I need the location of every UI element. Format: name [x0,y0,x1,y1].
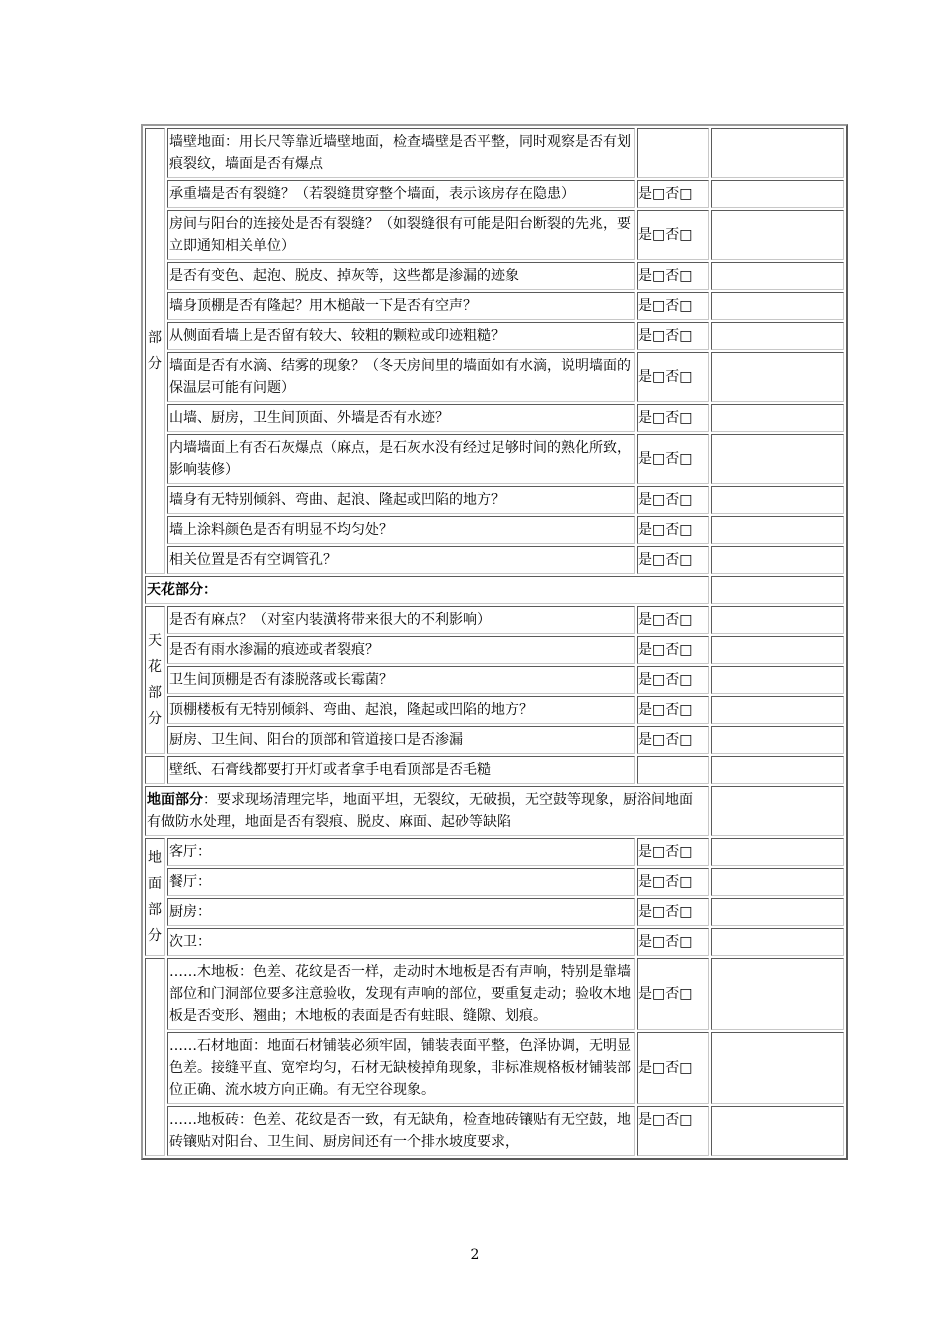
yes-no-cell[interactable] [637,128,709,178]
question-cell: 卫生间顶棚是否有漆脱落或长霉菌？ [167,666,635,694]
question-cell: 墙上涂料颜色是否有明显不均匀处？ [167,516,635,544]
table-row [145,868,844,896]
section-header-floor: 地面部分：要求现场清理完毕，地面平坦，无裂纹，无破损，无空鼓等现象，厨浴间地面有做防水处理，地面是否有裂痕、脱皮、麻面、起砂等缺陷 [145,786,709,836]
yes-no-checkbox[interactable]: 是□否□ [637,486,709,514]
remark-cell[interactable] [711,696,844,724]
remark-cell[interactable] [711,292,844,320]
table-row [145,756,844,784]
question-cell: 顶棚楼板有无特别倾斜、弯曲、起浪，隆起或凹陷的地方？ [167,696,635,724]
remark-cell[interactable] [711,636,844,664]
question-cell: 厨房、卫生间、阳台的顶部和管道接口是否渗漏 [167,726,635,754]
table-row [145,546,844,574]
table-row [145,322,844,350]
yes-no-checkbox[interactable]: 是□否□ [637,292,709,320]
table-row [145,696,844,724]
question-cell: 房间与阳台的连接处是否有裂缝？（如裂缝很有可能是阳台断裂的先兆，要立即通知相关单位） [167,210,635,260]
question-cell: 壁纸、石膏线都要打开灯或者拿手电看顶部是否毛糙 [167,756,635,784]
remark-cell[interactable] [711,1106,844,1156]
yes-no-checkbox[interactable]: 是□否□ [637,404,709,432]
question-cell: ……地板砖：色差、花纹是否一致，有无缺角，检查地砖镶贴有无空鼓，地砖镶贴对阳台、卫生间、厨房间还有一个排水坡度要求， [167,1106,635,1156]
remark-cell[interactable] [711,726,844,754]
remark-cell[interactable] [711,322,844,350]
question-cell: 内墙墙面上有否石灰爆点（麻点，是石灰水没有经过足够时间的熟化所致，影响装修） [167,434,635,484]
yes-no-checkbox[interactable]: 是□否□ [637,180,709,208]
remark-cell[interactable] [711,210,844,260]
yes-no-checkbox[interactable]: 是□否□ [637,868,709,896]
yes-no-checkbox[interactable]: 是□否□ [637,516,709,544]
question-cell: 是否有雨水渗漏的痕迹或者裂痕？ [167,636,635,664]
table-row [145,636,844,664]
inspection-checklist [141,124,848,1160]
remark-cell[interactable] [711,262,844,290]
question-cell: ……石材地面：地面石材铺装必须牢固，铺装表面平整，色泽协调，无明显色差。接缝平直、宽窄均匀，石材无缺棱掉角现象，非标准规格板材铺装部位正确、流水坡方向正确。有无空谷现象。 [167,1032,635,1104]
table-row [145,210,844,260]
remark-cell[interactable] [711,516,844,544]
remark-cell[interactable] [711,756,844,784]
table-row [145,352,844,402]
table-row [145,958,844,1030]
yes-no-checkbox[interactable]: 是□否□ [637,726,709,754]
table-row [145,1106,844,1156]
remark-cell[interactable] [711,434,844,484]
table-row [145,576,844,604]
yes-no-cell[interactable] [637,756,709,784]
table-row [145,516,844,544]
yes-no-checkbox[interactable]: 是□否□ [637,210,709,260]
remark-cell[interactable] [711,128,844,178]
yes-no-checkbox[interactable]: 是□否□ [637,838,709,866]
question-cell: ……木地板：色差、花纹是否一样，走动时木地板是否有声响，特别是靠墙部位和门洞部位要多注意验收，发现有声响的部位，要重复走动；验收木地板是否变形、翘曲；木地板的表面是否有蛀眼、缝隙、划痕。 [167,958,635,1030]
yes-no-checkbox[interactable]: 是□否□ [637,666,709,694]
remark-cell[interactable] [711,546,844,574]
floor-side-label: 地 面 部 分 [145,838,165,956]
remark-cell[interactable] [711,606,844,634]
table-row [145,404,844,432]
section-header-ceiling: 天花部分： [145,576,709,604]
yes-no-checkbox[interactable]: 是□否□ [637,1106,709,1156]
remark-cell[interactable] [711,958,844,1030]
remark-cell[interactable] [711,928,844,956]
question-cell: 墙身有无特别倾斜、弯曲、起浪、隆起或凹陷的地方？ [167,486,635,514]
yes-no-checkbox[interactable]: 是□否□ [637,546,709,574]
room-cell: 次卫： [167,928,635,956]
table-row [145,786,844,836]
question-cell: 墙壁地面：用长尺等靠近墙壁地面，检查墙壁是否平整，同时观察是否有划痕裂纹，墙面是否有爆点 [167,128,635,178]
table-row [145,434,844,484]
checklist-table [141,124,848,1160]
empty-side-cell [145,756,165,784]
table-row [145,180,844,208]
room-cell: 客厅： [167,838,635,866]
table-row [145,726,844,754]
yes-no-checkbox[interactable]: 是□否□ [637,322,709,350]
yes-no-checkbox[interactable]: 是□否□ [637,928,709,956]
remark-cell[interactable] [711,1032,844,1104]
empty-side-cell [145,958,165,1156]
remark-cell[interactable] [711,180,844,208]
yes-no-checkbox[interactable]: 是□否□ [637,262,709,290]
yes-no-checkbox[interactable]: 是□否□ [637,1032,709,1104]
yes-no-checkbox[interactable]: 是□否□ [637,434,709,484]
question-cell: 墙面是否有水滴、结雾的现象？（冬天房间里的墙面如有水滴，说明墙面的保温层可能有问题） [167,352,635,402]
table-row [145,928,844,956]
remark-cell[interactable] [711,576,844,604]
question-cell: 墙身顶棚是否有隆起？用木槌敲一下是否有空声？ [167,292,635,320]
remark-cell[interactable] [711,404,844,432]
table-row [145,606,844,634]
remark-cell[interactable] [711,666,844,694]
table-row [145,898,844,926]
question-cell: 相关位置是否有空调管孔？ [167,546,635,574]
table-row [145,838,844,866]
ceiling-side-label: 天 花 部 分 [145,606,165,754]
remark-cell[interactable] [711,898,844,926]
room-cell: 餐厅： [167,868,635,896]
table-row [145,666,844,694]
room-cell: 厨房： [167,898,635,926]
yes-no-checkbox[interactable]: 是□否□ [637,352,709,402]
table-row [145,486,844,514]
remark-cell[interactable] [711,786,844,836]
yes-no-checkbox[interactable]: 是□否□ [637,898,709,926]
yes-no-checkbox[interactable]: 是□否□ [637,696,709,724]
page-number: 2 [470,1247,480,1263]
question-cell: 从侧面看墙上是否留有较大、较粗的颗粒或印迹粗糙？ [167,322,635,350]
remark-cell[interactable] [711,868,844,896]
yes-no-checkbox[interactable]: 是□否□ [637,606,709,634]
table-row [145,128,844,178]
table-row [145,292,844,320]
remark-cell[interactable] [711,838,844,866]
remark-cell[interactable] [711,352,844,402]
question-cell: 承重墙是否有裂缝？（若裂缝贯穿整个墙面，表示该房存在隐患） [167,180,635,208]
table-row [145,1032,844,1104]
remark-cell[interactable] [711,486,844,514]
yes-no-checkbox[interactable]: 是□否□ [637,636,709,664]
wall-side-label: 部 分 [145,128,165,574]
question-cell: 是否有变色、起泡、脱皮、掉灰等，这些都是渗漏的迹象 [167,262,635,290]
table-row [145,262,844,290]
question-cell: 是否有麻点？（对室内装潢将带来很大的不利影响） [167,606,635,634]
yes-no-checkbox[interactable]: 是□否□ [637,958,709,1030]
question-cell: 山墙、厨房，卫生间顶面、外墙是否有水迹？ [167,404,635,432]
